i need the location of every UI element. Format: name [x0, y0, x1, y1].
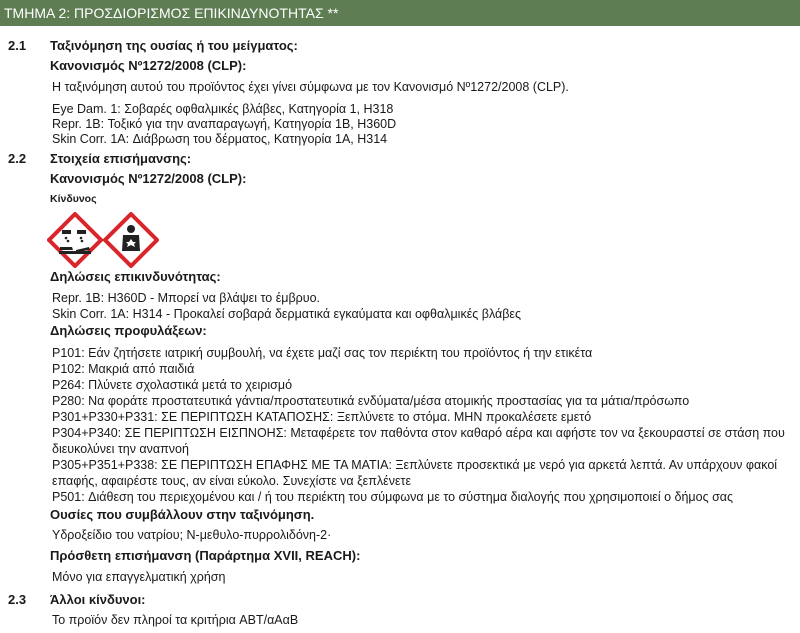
precaution-statement: P102: Μακριά από παιδιά	[52, 362, 195, 376]
section-2-3-text: Το προϊόν δεν πληροί τα κριτήρια ABT/αΑαΒ	[52, 613, 299, 627]
corrosion-icon	[47, 212, 103, 268]
precaution-statement: P264: Πλύνετε σχολαστικά μετά το χειρισμό	[52, 378, 293, 392]
precaution-statement: P305+P351+P338: ΣΕ ΠΕΡΙΠΤΩΣΗ ΕΠΑΦΗΣ ΜΕ ΤΑ ΜΑΤΙΑ: Ξεπλύνετε προσεκτικά με νερό για αρκετά λεπτά. Αν υπάρχουν φακοί	[52, 458, 778, 472]
classification-item: Eye Dam. 1: Σοβαρές οφθαλμικές βλάβες, Κατηγορία 1, H318	[52, 102, 394, 116]
additional-labelling-title: Πρόσθετη επισήμανση (Παράρτημα XVII, REACH):	[50, 548, 361, 563]
hazard-statement: Repr. 1B: H360D - Μπορεί να βλάψει το έμβρυο.	[52, 291, 321, 305]
signal-word: Κίνδυνος	[50, 193, 97, 205]
classification-item: Skin Corr. 1A: Διάβρωση του δέρματος, Κατηγορία 1A, H314	[52, 132, 388, 146]
hazard-statement: Skin Corr. 1A: H314 - Προκαλεί σοβαρά δερματικά εγκαύματα και οφθαλμικές βλάβες	[52, 307, 522, 321]
section-2-2-title: Στοιχεία επισήμανσης:	[50, 151, 192, 166]
precaution-statement: P301+P330+P331: ΣΕ ΠΕΡΙΠΤΩΣΗ ΚΑΤΑΠΟΣΗΣ: Ξεπλύνετε το στόμα. ΜΗΝ προκαλέσετε εμετό	[52, 410, 592, 424]
section-2-1-number: 2.1	[8, 38, 27, 53]
section-2-2-regulation: Κανονισμός Nº1272/2008 (CLP):	[50, 171, 247, 186]
hazard-statements-title: Δηλώσεις επικινδυνότητας:	[50, 269, 221, 284]
section-header: ΤΜΗΜΑ 2: ΠΡΟΣΔΙΟΡΙΣΜΟΣ ΕΠΙΚΙΝΔΥΝΟΤΗΤΑΣ **	[0, 0, 800, 26]
health-hazard-icon	[103, 212, 159, 268]
contributing-substances-text: Υδροξείδιο του νατρίου; N-μεθυλο-πυρρολιδόνη-2·	[52, 528, 332, 542]
precaution-statement-continued: επαφής, αφαιρέστε τους, αν είναι εύκολο. Συνεχίστε να ξεπλένετε	[52, 474, 412, 488]
precaution-statement: P280: Να φοράτε προστατευτικά γάντια/προστατευτικά ενδύματα/μέσα ατομικής προστασίας για τα μάτια/πρόσωπο	[52, 394, 690, 408]
precaution-statement: P501: Διάθεση του περιεχομένου και / ή του περιέκτη του σύμφωνα με το σύστημα διαλογής που χρησιμοποιεί ο δήμος σας	[52, 490, 734, 504]
additional-labelling-text: Μόνο για επαγγελματική χρήση	[52, 570, 226, 584]
precaution-statement: P101: Εάν ζητήσετε ιατρική συμβουλή, να έχετε μαζί σας τον περιέκτη του προϊόντος ή την ετικέτα	[52, 346, 593, 360]
section-2-1-title: Ταξινόμηση της ουσίας ή του μείγματος:	[50, 38, 298, 53]
section-2-1-regulation: Κανονισμός Nº1272/2008 (CLP):	[50, 58, 247, 73]
precaution-statement-continued: διευκολύνει την αναπνοή	[52, 442, 189, 456]
section-2-1-intro: Η ταξινόμηση αυτού του προϊόντος έχει γίνει σύμφωνα με τον Κανονισμό Nº1272/2008 (CLP).	[52, 80, 569, 94]
precaution-statement: P304+P340: ΣΕ ΠΕΡΙΠΤΩΣΗ ΕΙΣΠΝΟΗΣ: Μεταφέρετε τον παθόντα στον καθαρό αέρα και αφήστε τον να ξεκουραστεί σε στάση που	[52, 426, 785, 440]
section-2-3-title: Άλλοι κίνδυνοι:	[50, 592, 146, 607]
section-2-2-number: 2.2	[8, 151, 27, 166]
contributing-substances-title: Ουσίες που συμβάλλουν στην ταξινόμηση.	[50, 507, 315, 522]
section-2-3-number: 2.3	[8, 592, 27, 607]
classification-item: Repr. 1B: Τοξικό για την αναπαραγωγή, Κατηγορία 1B, H360D	[52, 117, 397, 131]
precautionary-statements-title: Δηλώσεις προφυλάξεων:	[50, 323, 207, 338]
